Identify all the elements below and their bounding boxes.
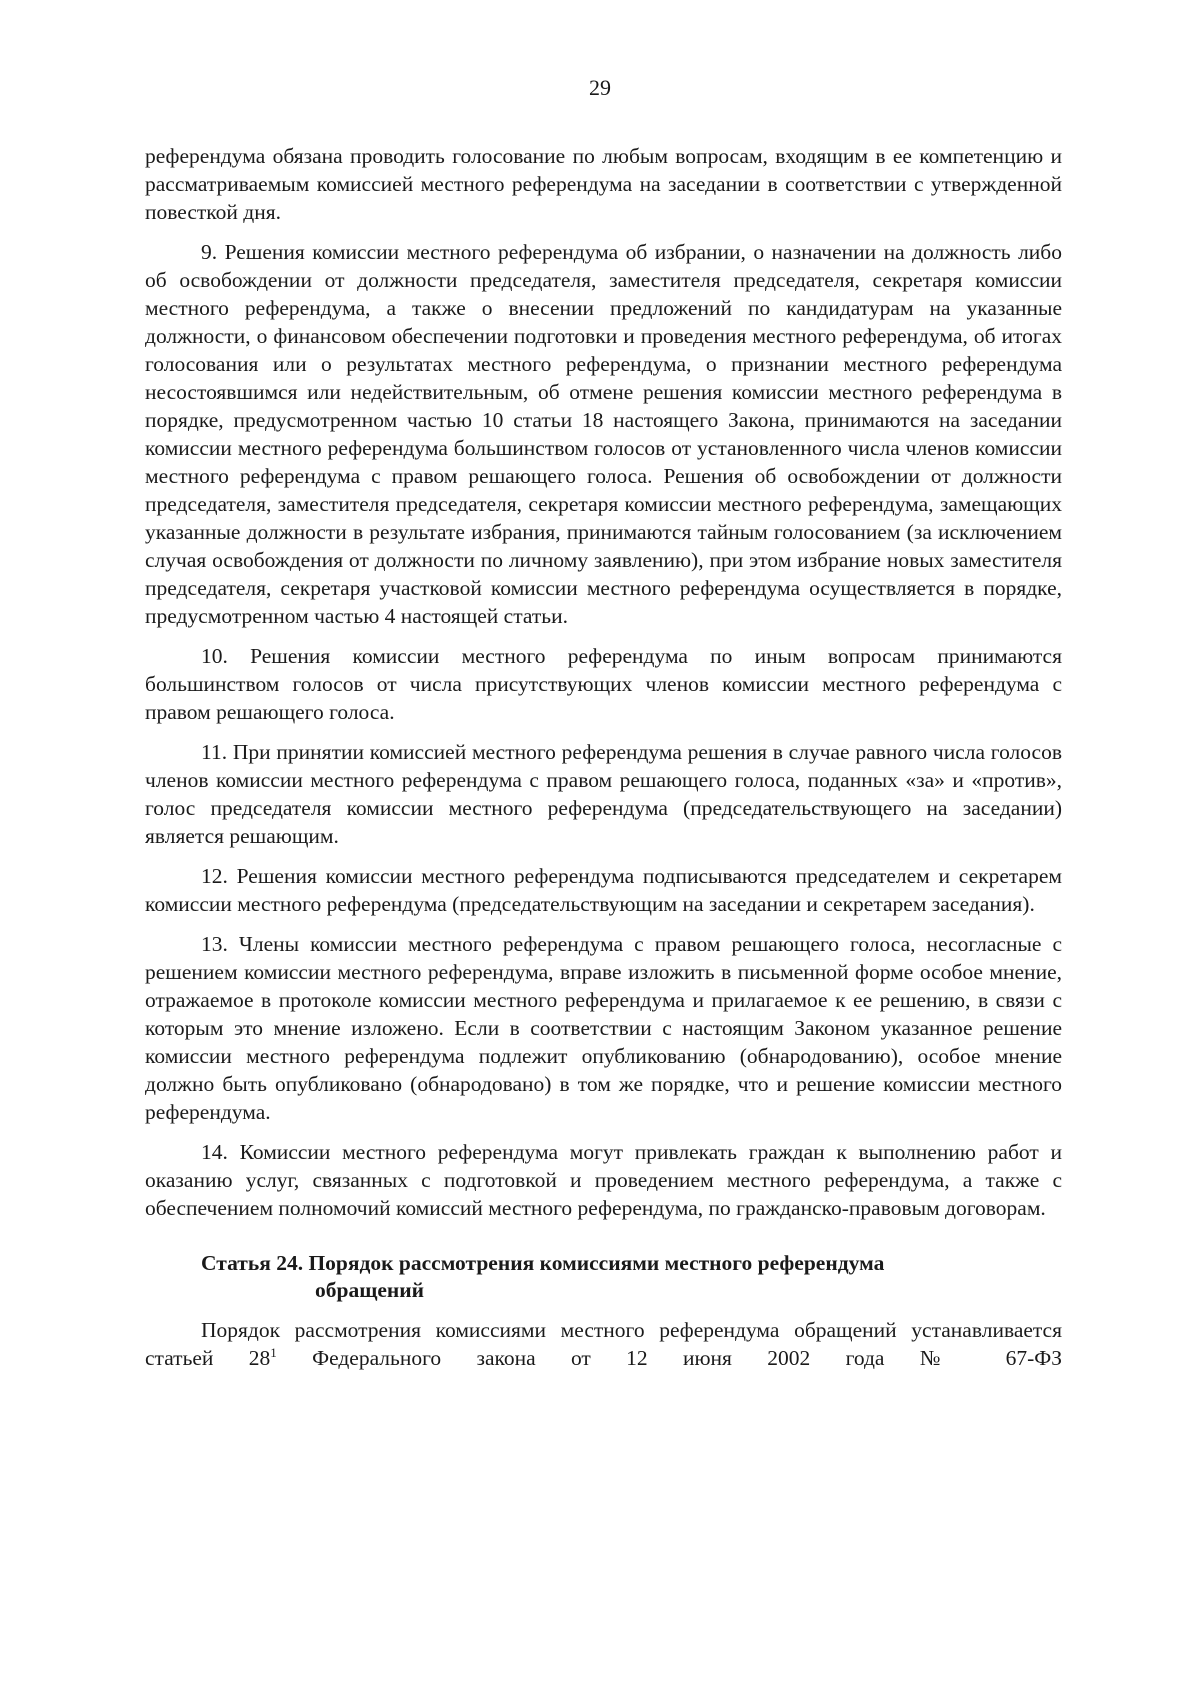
paragraph-13: 13. Члены комиссии местного референдума с правом решающего голоса, несогласные с решением комиссии местного референдума, вправе изложить в письменной форме особое мнение, отражаемое в протоколе комиссии местного референдума и прилагаемое к ее решению, в связи с которым это мнение изложено. Если в соответствии с настоящим Законом указанное решение комиссии местного референдума подлежит опубликованию (обнародованию), особое мнение должно быть опубликовано (обнародовано) в том же порядке, что и решение комиссии местного референдума. (145, 932, 1062, 1124)
article-body-text-2: Федерального закона от 12 июня 2002 года № 67-ФЗ (276, 1346, 1062, 1370)
article-body-superscript: 1 (270, 1345, 277, 1360)
article-title-line-2: обращений (315, 1278, 425, 1302)
page-number: 29 (589, 75, 611, 100)
paragraph-14: 14. Комиссии местного референдума могут привлекать граждан к выполнению работ и оказанию услуг, связанных с подготовкой и проведением местного референдума, а также с обеспечением полномочий комиссий местного референдума, по гражданско-правовым договорам. (145, 1140, 1062, 1220)
paragraph-12: 12. Решения комиссии местного референдума подписываются председателем и секретарем комиссии местного референдума (председательствующим на заседании и секретарем заседания). (145, 864, 1062, 916)
article-24-title (201, 1250, 1001, 1304)
paragraph-10: 10. Решения комиссии местного референдума по иным вопросам принимаются большинством голосов от числа присутствующих членов комиссии местного референдума с правом решающего голоса. (145, 644, 1062, 724)
paragraph-9: 9. Решения комиссии местного референдума об избрании, о назначении на должность либо об освобождении от должности председателя, заместителя председателя, секретаря комиссии местного референдума, а также о внесении предложений по кандидатурам на указанные должности, о финансовом обеспечении подготовки и проведения местного референдума, об итогах голосования или о результатах местного референдума, о признании местного референдума несостоявшимся или недействительным, об отмене решения комиссии местного референдума в порядке, предусмотренном частью 10 статьи 18 настоящего Закона, принимаются на заседании комиссии местного референдума большинством голосов от установленного числа членов комиссии местного референдума с правом решающего голоса. Решения об освобождении от должности председателя, заместителя председателя, секретаря комиссии местного референдума, замещающих указанные должности в результате избрания, принимаются тайным голосованием (за исключением случая освобождения от должности по личному заявлению), при этом избрание новых заместителя председателя, секретаря участковой комиссии местного референдума осуществляется в порядке, предусмотренном частью 4 настоящей статьи. (145, 240, 1062, 628)
paragraph-continuation: референдума обязана проводить голосование по любым вопросам, входящим в ее компетенцию и рассматриваемым комиссией местного референдума на заседании в соответствии с утвержденной повесткой дня. (145, 144, 1062, 224)
document-body (145, 142, 1062, 1384)
paragraph-11: 11. При принятии комиссией местного референдума решения в случае равного числа голосов членов комиссии местного референдума с правом решающего голоса, поданных «за» и «против», голос председателя комиссии местного референдума (председательствующего на заседании) является решающим. (145, 740, 1062, 848)
article-24-body (145, 1316, 1062, 1372)
article-body-text-1: Порядок рассмотрения комиссиями местного референдума обращений устанавливается статьей 28 (145, 1318, 1062, 1370)
article-title-line-1: Статья 24. Порядок рассмотрения комиссиями местного референдума (201, 1251, 885, 1275)
